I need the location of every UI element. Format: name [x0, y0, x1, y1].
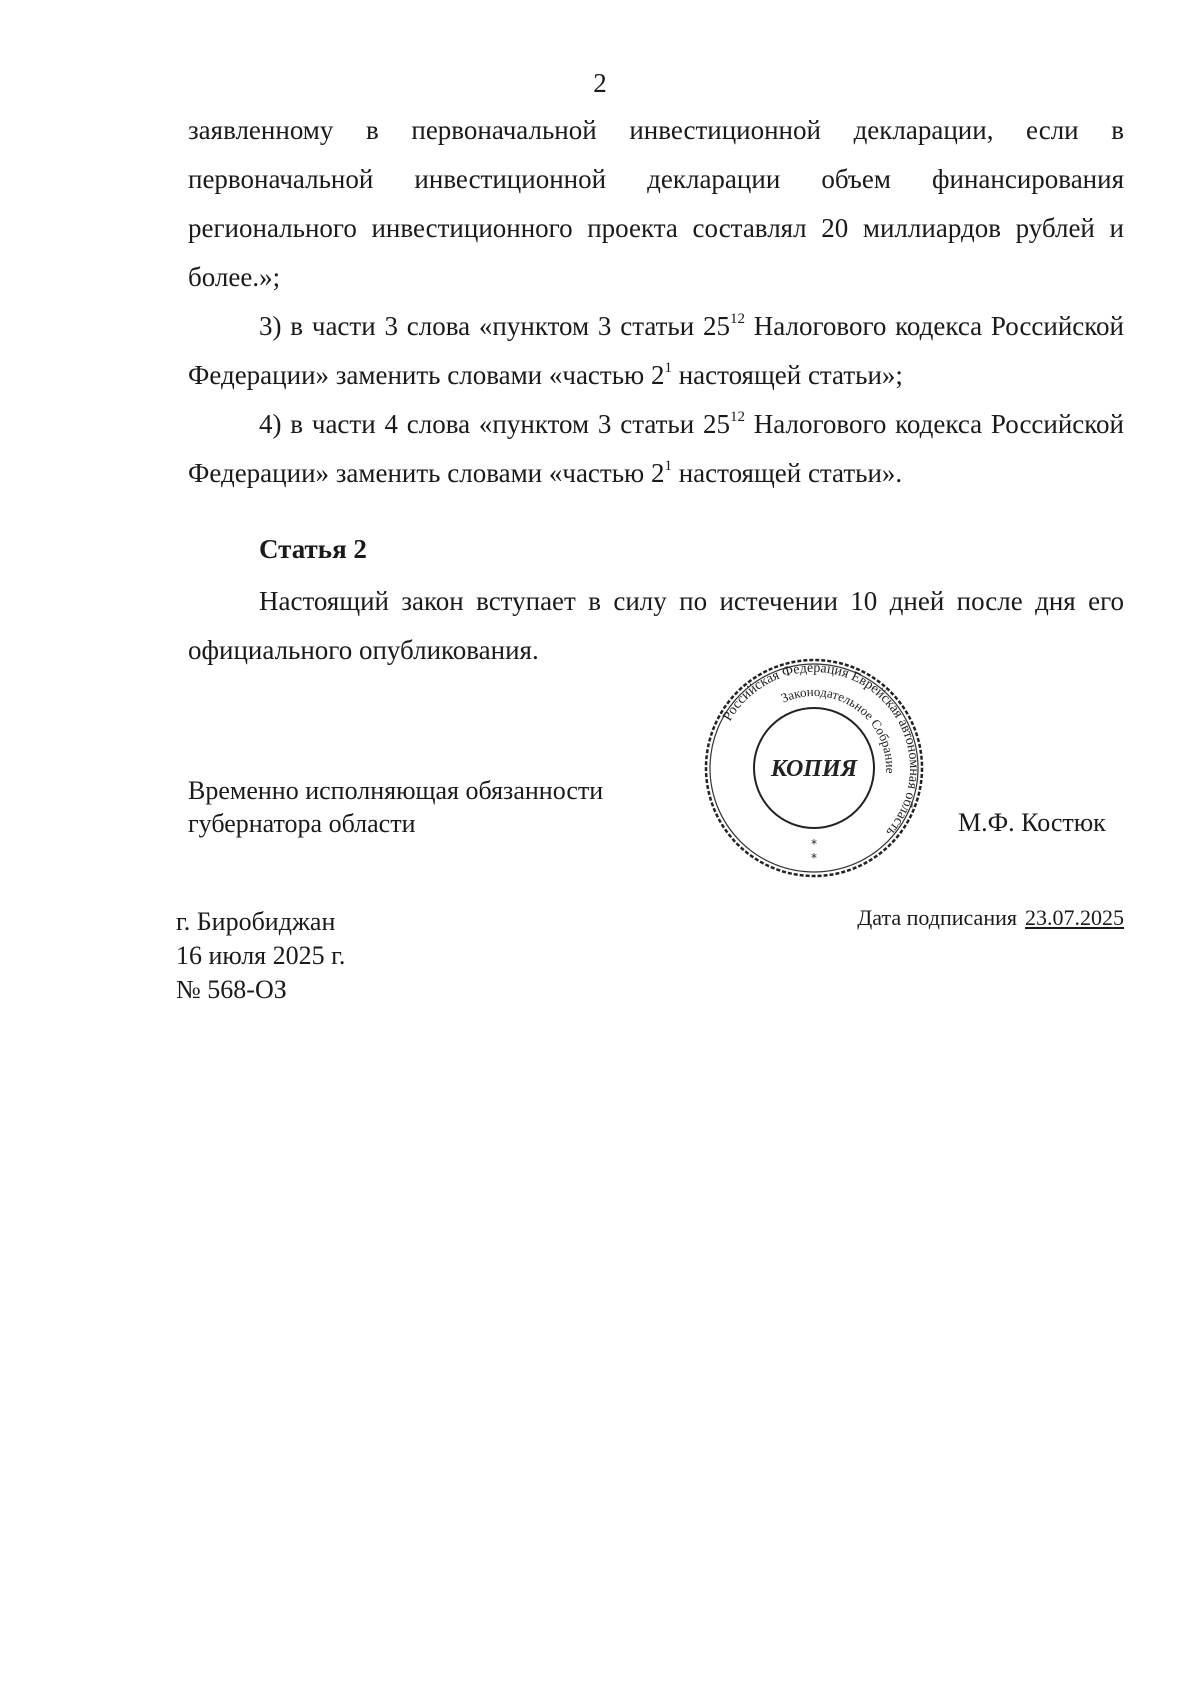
- article-text: Настоящий закон вступает в силу по истечении 10 дней после дня его официального опубликования.: [188, 586, 1124, 665]
- stamp-star-icon: *: [811, 851, 817, 865]
- article-text-block: [188, 577, 1124, 675]
- signing-date: [857, 905, 1124, 931]
- stamp-inner-text: Законодательное Собрание: [778, 683, 899, 774]
- law-number: № 568-ОЗ: [176, 975, 287, 1004]
- place-city: г. Биробиджан: [176, 907, 336, 936]
- place-date-block: [176, 905, 345, 1007]
- paragraph-item-4: 4) в части 4 слова «пунктом 3 статьи $25^{12}$ Налогового кодекса Российской Федерации» заменить словами «частью $2^1$ настоящей статьи».: [188, 409, 1124, 488]
- stamp-center-text: КОПИЯ: [770, 756, 858, 782]
- paragraph-continuation: заявленному в первоначальной инвестиционной декларации, если в первоначальной инвестиционной декларации объем финансирования регионального инвестиционного проекта составлял 20 миллиардов рублей и более.»;: [188, 115, 1124, 292]
- page-number: 2: [593, 68, 607, 98]
- paragraph-item-3: 3) в части 3 слова «пунктом 3 статьи $25^{12}$ Налогового кодекса Российской Федерации» заменить словами «частью $2^1$ настоящей статьи»;: [188, 311, 1124, 390]
- signatory-title: [188, 774, 603, 840]
- signing-date-label: Дата подписания: [857, 905, 1017, 930]
- article-heading: Статья 2: [259, 534, 367, 564]
- signatory-title-line2: губернатора области: [188, 809, 416, 838]
- signatory-title-line1: Временно исполняющая обязанности: [188, 776, 604, 805]
- signing-date-value: 23.07.2025: [1025, 905, 1124, 930]
- official-stamp: [702, 656, 926, 880]
- signatory-name: М.Ф. Костюк: [958, 808, 1106, 837]
- stamp-outer-text: Российская Федерация Еврейская автономная область: [720, 660, 922, 839]
- stamp-star-icon: *: [811, 837, 817, 851]
- law-date: 16 июля 2025 г.: [176, 941, 346, 970]
- main-text: [188, 106, 1124, 498]
